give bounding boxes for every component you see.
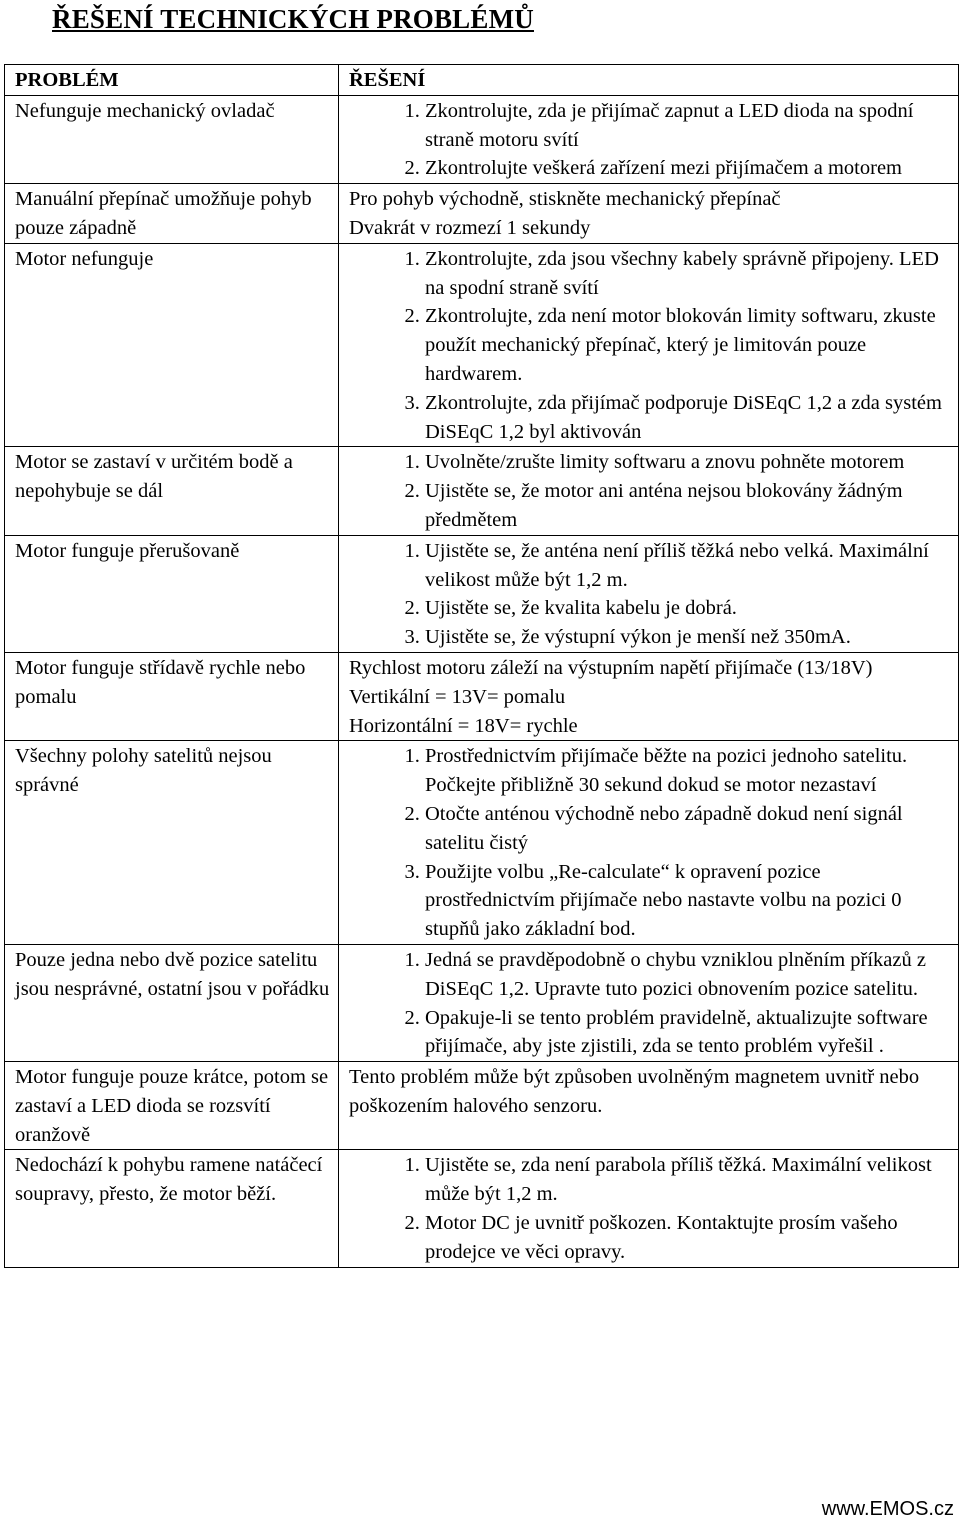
solution-step: 2. Zkontrolujte veškerá zařízení mezi přijímačem a motorem bbox=[425, 154, 954, 183]
solution-step: 2. Motor DC je uvnitř poškozen. Kontaktujte prosím vašeho prodejce ve věci opravy. bbox=[425, 1209, 954, 1267]
table-row bbox=[5, 741, 959, 945]
header-solution: ŘEŠENÍ bbox=[339, 65, 959, 96]
table-row bbox=[5, 1150, 959, 1267]
problem-cell: Pouze jedna nebo dvě pozice satelitu jsou nesprávné, ostatní jsou v pořádku bbox=[5, 944, 339, 1061]
solution-steps bbox=[349, 245, 954, 447]
solution-step: 2. Ujistěte se, že motor ani anténa nejsou blokovány žádným předmětem bbox=[425, 477, 954, 535]
problem-cell: Motor funguje střídavě rychle nebo pomalu bbox=[5, 652, 339, 740]
solution-line: Vertikální = 13V= pomalu bbox=[349, 685, 566, 708]
solution-line: Dvakrát v rozmezí 1 sekundy bbox=[349, 216, 591, 239]
table-row bbox=[5, 95, 959, 183]
footer-website: www.EMOS.cz bbox=[821, 1498, 954, 1520]
solution-cell bbox=[339, 243, 959, 447]
header-problem: PROBLÉM bbox=[5, 65, 339, 96]
problem-cell: Motor funguje přerušovaně bbox=[5, 535, 339, 652]
problem-cell: Všechny polohy satelitů nejsou správné bbox=[5, 741, 339, 945]
problem-cell: Motor funguje pouze krátce, potom se zastaví a LED dioda se rozsvítí oranžově bbox=[5, 1062, 339, 1150]
solution-text bbox=[349, 185, 954, 243]
solution-steps bbox=[349, 742, 954, 944]
table-row bbox=[5, 447, 959, 535]
solution-step: 2. Otočte anténou východně nebo západně dokud není signál satelitu čistý bbox=[425, 800, 954, 858]
solution-step: 3. Použijte volbu „Re-calculate“ k opravení pozice prostřednictvím přijímače nebo nastavte volbu na pozici 0 stupňů jako základní bod. bbox=[425, 858, 954, 944]
solution-steps bbox=[349, 448, 954, 534]
solution-cell bbox=[339, 447, 959, 535]
solution-step: 1. Uvolněte/zrušte limity softwaru a znovu pohněte motorem bbox=[425, 448, 954, 477]
solution-line: Rychlost motoru záleží na výstupním napětí přijímače (13/18V) bbox=[349, 656, 873, 679]
solution-cell bbox=[339, 95, 959, 183]
solution-line: Pro pohyb východně, stiskněte mechanický přepínač bbox=[349, 188, 781, 211]
table-row bbox=[5, 184, 959, 244]
solution-text bbox=[349, 654, 954, 740]
problem-cell: Motor se zastaví v určitém bodě a nepohybuje se dál bbox=[5, 447, 339, 535]
solution-step: 1. Zkontrolujte, zda je přijímač zapnut a LED dioda na spodní straně motoru svítí bbox=[425, 97, 954, 155]
table-header-row bbox=[5, 65, 959, 96]
solution-cell bbox=[339, 184, 959, 244]
table-row bbox=[5, 944, 959, 1061]
problem-cell: Motor nefunguje bbox=[5, 243, 339, 447]
solution-step: 1. Ujistěte se, že anténa není příliš těžká nebo velká. Maximální velikost může být 1,2 m. bbox=[425, 537, 954, 595]
page-title: ŘEŠENÍ TECHNICKÝCH PROBLÉMŮ bbox=[52, 4, 534, 34]
solution-cell bbox=[339, 741, 959, 945]
solution-line: Tento problém může být způsoben uvolněným magnetem uvnitř nebo poškozením halového senzoru. bbox=[349, 1066, 920, 1117]
solution-steps bbox=[349, 1151, 954, 1266]
solution-cell bbox=[339, 1150, 959, 1267]
solution-step: 1. Jedná se pravděpodobně o chybu vzniklou plněním příkazů z DiSEqC 1,2. Upravte tuto pozici obnovením pozice satelitu. bbox=[425, 946, 954, 1004]
solution-step: 1. Ujistěte se, zda není parabola příliš těžká. Maximální velikost může být 1,2 m. bbox=[425, 1151, 954, 1209]
table-body bbox=[5, 95, 959, 1267]
solution-cell bbox=[339, 1062, 959, 1150]
solution-step: 3. Zkontrolujte, zda přijímač podporuje DiSEqC 1,2 a zda systém DiSEqC 1,2 byl aktivován bbox=[425, 389, 954, 447]
problem-cell: Manuální přepínač umožňuje pohyb pouze západně bbox=[5, 184, 339, 244]
solution-step: 2. Ujistěte se, že kvalita kabelu je dobrá. bbox=[425, 594, 954, 623]
table-row bbox=[5, 535, 959, 652]
table-row bbox=[5, 243, 959, 447]
solution-step: 2. Zkontrolujte, zda není motor blokován limity softwaru, zkuste použít mechanický přepínač, který je limitován pouze hardwarem. bbox=[425, 302, 954, 388]
solution-steps bbox=[349, 97, 954, 183]
solution-step: 1. Zkontrolujte, zda jsou všechny kabely správně připojeny. LED na spodní straně svítí bbox=[425, 245, 954, 303]
solution-steps bbox=[349, 946, 954, 1061]
solution-line: Horizontální = 18V= rychle bbox=[349, 714, 578, 737]
troubleshooting-table bbox=[4, 64, 959, 1268]
table-row bbox=[5, 652, 959, 740]
solution-step: 1. Prostřednictvím přijímače běžte na pozici jednoho satelitu. Počkejte přibližně 30 sekund dokud se motor nezastaví bbox=[425, 742, 954, 800]
solution-cell bbox=[339, 535, 959, 652]
solution-step: 3. Ujistěte se, že výstupní výkon je menší než 350mA. bbox=[425, 623, 954, 652]
problem-cell: Nedochází k pohybu ramene natáčecí soupravy, přesto, že motor běží. bbox=[5, 1150, 339, 1267]
table-row bbox=[5, 1062, 959, 1150]
solution-cell bbox=[339, 652, 959, 740]
solution-step: 2. Opakuje-li se tento problém pravidelně, aktualizujte software přijímače, aby jste zjistili, zda se tento problém vyřešil . bbox=[425, 1004, 954, 1062]
solution-cell bbox=[339, 944, 959, 1061]
solution-steps bbox=[349, 537, 954, 652]
solution-text bbox=[349, 1063, 954, 1121]
problem-cell: Nefunguje mechanický ovladač bbox=[5, 95, 339, 183]
